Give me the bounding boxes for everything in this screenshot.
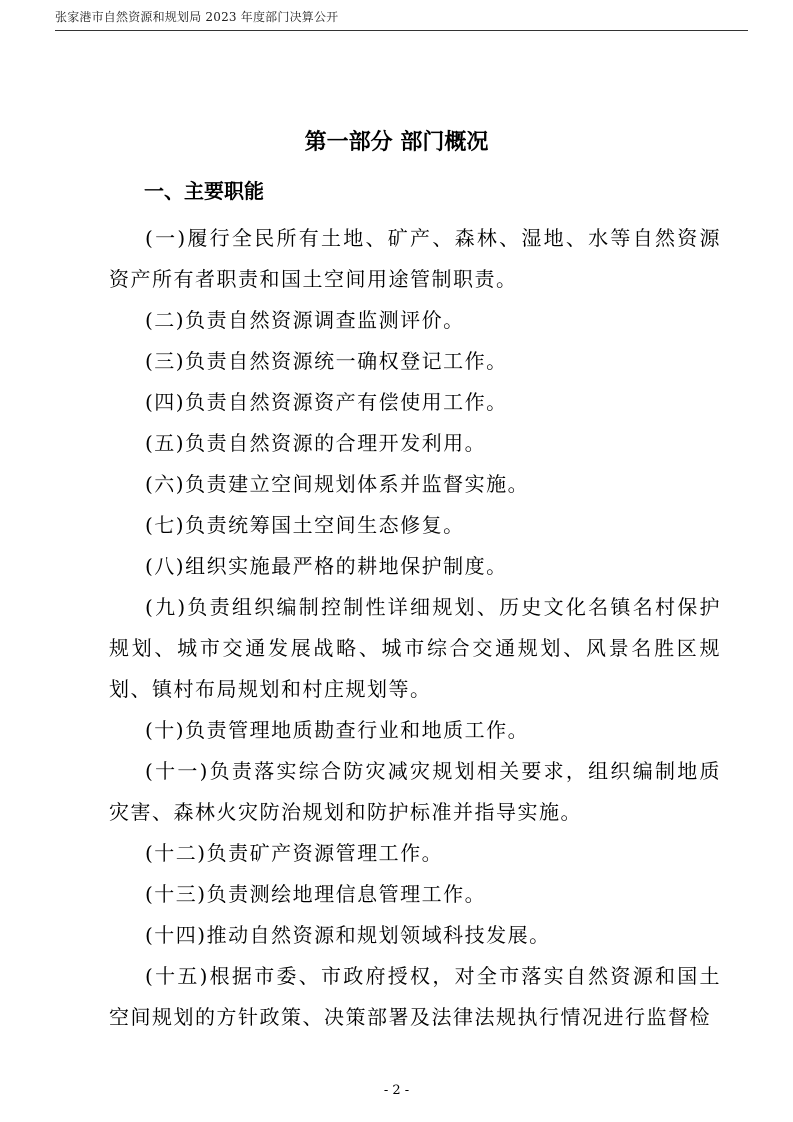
paragraph-11: (十一)负责落实综合防灾减灾规划相关要求，组织编制地质灾害、森林火灾防治规划和防护标准并指导实施。: [109, 759, 721, 824]
paragraph-7: (七)负责统筹国土空间生态修复。: [145, 513, 465, 537]
header-divider: [55, 30, 748, 31]
paragraph-10: (十)负责管理地质勘查行业和地质工作。: [145, 718, 530, 742]
paragraph-14: (十四)推动自然资源和规划领域科技发展。: [145, 923, 551, 947]
paragraph-6: (六)负责建立空间规划体系并监督实施。: [145, 472, 530, 496]
paragraph-4: (四)负责自然资源资产有偿使用工作。: [145, 390, 508, 414]
running-header: 张家港市自然资源和规划局 2023 年度部门决算公开: [55, 10, 339, 24]
paragraph-3: (三)负责自然资源统一确权登记工作。: [145, 349, 508, 373]
paragraph-8: (八)组织实施最严格的耕地保护制度。: [145, 554, 508, 578]
section-heading: 一、主要职能: [144, 179, 264, 203]
paragraph-2: (二)负责自然资源调查监测评价。: [145, 308, 465, 332]
paragraph-1: (一)履行全民所有土地、矿产、森林、湿地、水等自然资源资产所有者职责和国土空间用途管制职责。: [109, 226, 721, 291]
page-title: 第一部分 部门概况: [304, 130, 489, 155]
paragraph-15: (十五)根据市委、市政府授权，对全市落实自然资源和国土空间规划的方针政策、决策部署及法律法规执行情况进行监督检: [109, 964, 721, 1029]
paragraph-12: (十二)负责矿产资源管理工作。: [145, 841, 444, 865]
paragraph-5: (五)负责自然资源的合理开发利用。: [145, 431, 487, 455]
paragraph-13: (十三)负责测绘地理信息管理工作。: [145, 882, 487, 906]
document-body: [109, 218, 721, 1038]
page-number: - 2 -: [383, 1083, 410, 1098]
paragraph-9: (九)负责组织编制控制性详细规划、历史文化名镇名村保护规划、城市交通发展战略、城市综合交通规划、风景名胜区规划、镇村布局规划和村庄规划等。: [109, 595, 721, 701]
